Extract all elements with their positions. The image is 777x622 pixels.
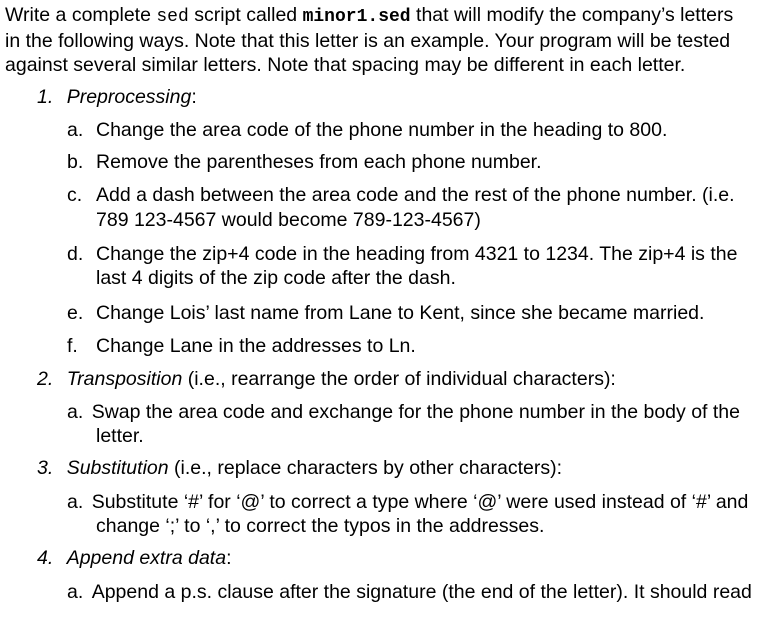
section-suffix: (i.e., rearrange the order of individual characters):	[182, 368, 616, 390]
section-number: 3.	[37, 457, 54, 479]
item-text-continued: last 4 digits of the zip code after the dash.	[96, 267, 456, 289]
item-label: a.	[67, 581, 84, 603]
intro-text: script called	[188, 4, 303, 26]
item-label: e.	[67, 302, 84, 324]
list-item	[67, 334, 416, 358]
intro-line-1	[5, 3, 733, 29]
item-label: a.	[67, 491, 84, 513]
item-label: a.	[67, 401, 84, 423]
section-title: Preprocessing	[66, 86, 192, 108]
section-heading	[37, 546, 231, 570]
item-text: Change the zip+4 code in the heading from 4321 to 1234. The zip+4 is the	[96, 243, 738, 265]
item-text: Remove the parentheses from each phone number.	[96, 151, 542, 173]
intro-text: Write a complete	[5, 4, 157, 26]
section-suffix: :	[226, 547, 232, 569]
list-item	[67, 580, 752, 604]
section-heading	[37, 456, 562, 480]
section-number: 2.	[37, 368, 54, 390]
section-suffix: :	[191, 86, 197, 108]
script-filename: minor1.sed	[302, 7, 411, 27]
list-item	[67, 242, 738, 266]
list-item	[67, 301, 705, 325]
item-text: Swap the area code and exchange for the phone number in the body of the	[91, 401, 740, 423]
item-label: f.	[67, 335, 78, 357]
item-label: b.	[67, 151, 84, 173]
item-text: Change the area code of the phone number in the heading to 800.	[96, 119, 668, 141]
item-text-continued: 789 123-4567 would become 789-123-4567)	[96, 209, 481, 231]
section-number: 4.	[37, 547, 54, 569]
item-text-continued: letter.	[96, 425, 144, 447]
item-label: c.	[67, 184, 83, 206]
intro-line-3: against several similar letters. Note that spacing may be different in each letter.	[5, 54, 686, 76]
item-text: Add a dash between the area code and the rest of the phone number. (i.e.	[96, 184, 735, 206]
section-title: Append extra data	[66, 547, 227, 569]
section-title: Transposition	[66, 368, 183, 390]
list-item	[67, 490, 748, 514]
intro-line-2: in the following ways. Note that this letter is an example. Your program will be tested	[5, 30, 731, 52]
item-text: Substitute ‘#’ for ‘@’ to correct a type where ‘@’ were used instead of ‘#’ and	[91, 491, 749, 513]
section-title: Substitution	[66, 457, 169, 479]
section-suffix: (i.e., replace characters by other characters):	[168, 457, 563, 479]
item-text: Change Lois’ last name from Lane to Kent, since she became married.	[96, 302, 705, 324]
sed-code: sed	[156, 7, 189, 27]
list-item	[67, 183, 735, 207]
item-label: d.	[67, 243, 84, 265]
intro-text: that will modify the company’s letters	[410, 4, 734, 26]
section-heading	[37, 367, 616, 391]
item-text: Append a p.s. clause after the signature (the end of the letter). It should read	[91, 581, 752, 603]
section-number: 1.	[37, 86, 54, 108]
section-heading	[37, 85, 197, 109]
list-item	[67, 150, 542, 174]
list-item	[67, 118, 668, 142]
item-label: a.	[67, 119, 84, 141]
list-item	[67, 400, 740, 424]
item-text-continued: change ‘;’ to ‘,’ to correct the typos in the addresses.	[96, 515, 545, 537]
item-text: Change Lane in the addresses to Ln.	[96, 335, 416, 357]
